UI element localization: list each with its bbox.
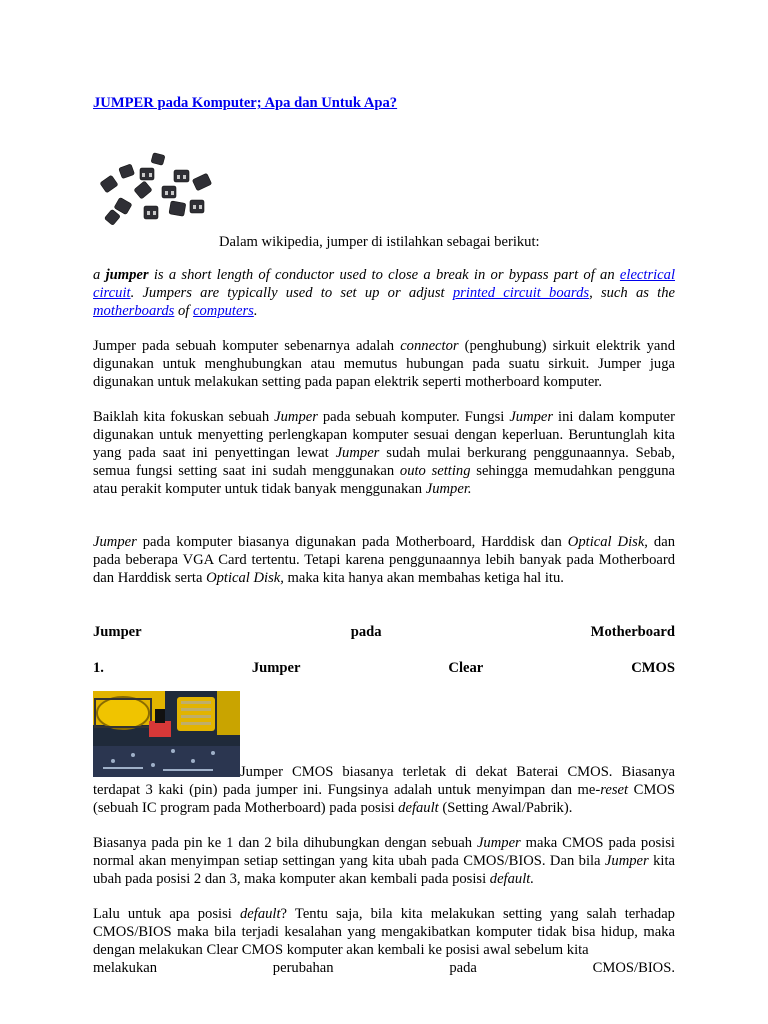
p2-italic-1: Jumper bbox=[274, 409, 318, 425]
p2-italic-5: Jumper. bbox=[425, 481, 472, 497]
intro-text: Dalam wikipedia, jumper di istilahkan sebagai berikut: bbox=[219, 234, 540, 250]
p3-text-1: pada komputer biasanya digunakan pada Motherboard, Harddisk dan bbox=[136, 534, 568, 550]
p6-text-1: Lalu untuk apa posisi bbox=[93, 906, 240, 922]
heading2-number: 1. bbox=[93, 660, 104, 676]
def-text-2: . Jumpers are typically used to set up or adjust bbox=[130, 285, 453, 301]
def-text-5: . bbox=[253, 303, 258, 319]
link-computers[interactable]: computers bbox=[193, 303, 254, 319]
p2-text-1: Baiklah kita fokuskan sebuah bbox=[93, 409, 275, 425]
p3-italic-1: Jumper bbox=[93, 534, 137, 550]
paragraph-pin-positions bbox=[93, 834, 675, 888]
p3-text-3: maka kita hanya akan membahas ketiga hal itu. bbox=[283, 570, 564, 586]
p2-text-5: sehingga memudahkan pengguna atau perakit komputer untuk tidak banyak menggunakan bbox=[93, 463, 675, 497]
p6-last-word-4: CMOS/BIOS. bbox=[592, 960, 675, 976]
p3-text-2: , dan pada beberapa VGA Card tertentu. Tetapi karena penggunaannya lebih banyak pada Motherboard dan Harddisk serta bbox=[93, 534, 675, 586]
p6-italic-1: default bbox=[240, 906, 281, 922]
paragraph-default-purpose bbox=[93, 905, 675, 959]
heading1-word-1: Jumper bbox=[93, 624, 142, 640]
p5-italic-3: default. bbox=[489, 871, 534, 887]
p4-text-2: CMOS (sebuah IC program pada Motherboard) pada posisi bbox=[93, 782, 675, 816]
link-printed-circuit-boards[interactable]: printed circuit boards bbox=[452, 285, 590, 301]
paragraph-fungsi bbox=[93, 408, 675, 498]
p2-italic-2: Jumper bbox=[509, 409, 554, 425]
paragraph-connector bbox=[93, 337, 675, 391]
intro-line bbox=[219, 233, 540, 251]
heading2-word-2: Jumper bbox=[251, 660, 301, 676]
p5-italic-1: Jumper bbox=[476, 835, 521, 851]
p2-italic-3: Jumper bbox=[335, 445, 380, 461]
p2-text-4: sudah mulai berkurang penggunaannya. Sebab, semua fungsi setting saat ini sudah menggunakan bbox=[93, 445, 675, 479]
def-text-3: , such as the bbox=[589, 285, 676, 301]
p5-text-1: Biasanya pada pin ke 1 dan 2 bila dihubungkan dengan sebuah bbox=[93, 835, 477, 851]
link-electrical-circuit[interactable]: electrical circuit bbox=[93, 267, 676, 301]
p1-italic: connector bbox=[400, 338, 459, 354]
heading2-word-3: Clear bbox=[448, 660, 484, 676]
p1-text: Jumper pada sebuah komputer sebenarnya adalah bbox=[93, 338, 401, 354]
p2-text-3: ini dalam komputer digunakan untuk menyetting perlengkapan komputer sesuai dengan keperluan. Beruntunglah kita yang pada saat ini penyettingan lewat bbox=[93, 409, 675, 461]
p2-text-2: pada sebuah komputer. Fungsi bbox=[317, 409, 510, 425]
def-text-1: is a short length of conductor used to close a break in or bypass part of an bbox=[148, 267, 620, 283]
paragraph-default-purpose-last-line bbox=[93, 959, 675, 977]
title-link[interactable]: JUMPER pada Komputer; Apa dan Untuk Apa? bbox=[93, 95, 398, 111]
p4-italic-2: default bbox=[398, 800, 439, 816]
heading2-word-4: CMOS bbox=[631, 660, 675, 676]
def-term: jumper bbox=[105, 267, 149, 283]
heading1-word-2: pada bbox=[350, 624, 382, 640]
def-text-4: of bbox=[174, 303, 194, 319]
def-text-a: a bbox=[93, 267, 106, 283]
p2-italic-4: outo setting bbox=[399, 463, 471, 479]
p4-text-1: Jumper CMOS biasanya terletak di dekat Baterai CMOS. Biasanya terdapat 3 kaki (pin) pada jumper ini. Fungsinya adalah untuk menyimpan dan me- bbox=[93, 764, 675, 798]
p6-text-2: ? Tentu saja, bila kita melakukan setting yang salah terhadap CMOS/BIOS maka bila terjadi kesalahan yang mengakibatkan komputer tidak bisa hidup, maka dengan melakukan Clear CMOS komputer akan kembali ke posisi awal sebelum kita bbox=[93, 906, 675, 958]
jumpers-image bbox=[96, 150, 222, 232]
heading1-word-3: Motherboard bbox=[590, 624, 675, 640]
p4-italic-1: reset bbox=[600, 782, 629, 798]
p5-text-2: maka CMOS pada posisi normal akan menyimpan setiap settingan yang kita ubah pada CMOS/BIOS. Dan bila bbox=[93, 835, 675, 869]
heading-clear-cmos bbox=[93, 659, 675, 677]
p4-text-3: (Setting Awal/Pabrik). bbox=[438, 800, 573, 816]
title-block bbox=[93, 94, 675, 112]
p5-italic-2: Jumper bbox=[604, 853, 649, 869]
heading-jumper-motherboard bbox=[93, 623, 675, 641]
p3-italic-2: Optical Disk bbox=[567, 534, 645, 550]
definition-paragraph bbox=[93, 266, 675, 320]
link-motherboards[interactable]: motherboards bbox=[93, 303, 175, 319]
paragraph-penggunaan bbox=[93, 533, 675, 587]
p5-text-3: kita ubah pada posisi 2 dan 3, maka komputer akan kembali pada posisi bbox=[93, 853, 675, 887]
p6-last-word-2: perubahan bbox=[272, 960, 334, 976]
p6-last-word-1: melakukan bbox=[93, 960, 158, 976]
paragraph-cmos-location bbox=[93, 763, 675, 817]
p6-last-word-3: pada bbox=[449, 960, 477, 976]
p1-text-2: (penghubung) sirkuit elektrik yand digunakan untuk menghubungkan atau memutus hubungan pada suatu sirkuit. Jumper juga digunakan untuk melakukan setting pada papan elektrik seperti motherboard komputer. bbox=[93, 338, 676, 390]
p3-italic-3: Optical Disk, bbox=[206, 570, 284, 586]
